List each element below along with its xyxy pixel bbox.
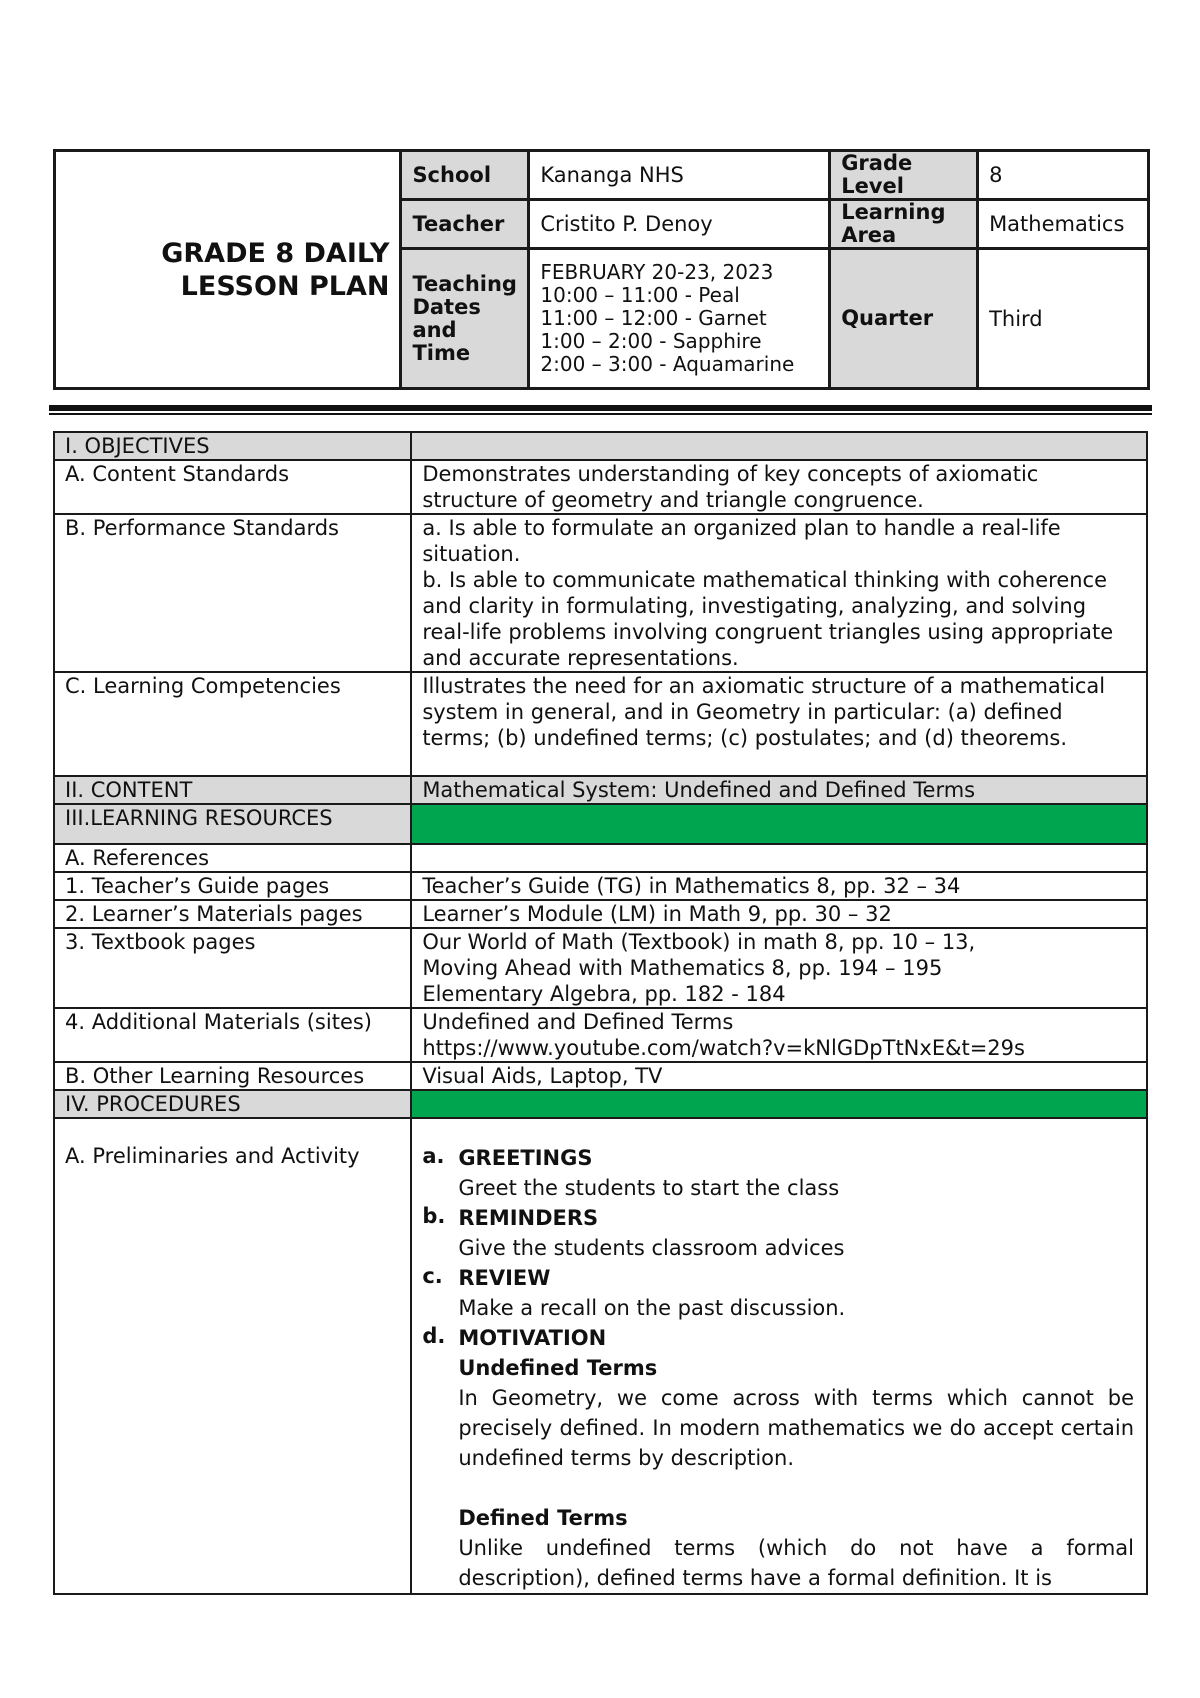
dates-line: 2:00 – 3:00 - Aquamarine bbox=[540, 352, 795, 376]
school-value: Kananga NHS bbox=[529, 151, 830, 200]
table-row bbox=[54, 672, 1147, 776]
teachers-guide-text: Teacher’s Guide (TG) in Mathematics 8, pp. 32 – 34 bbox=[411, 872, 1147, 900]
learning-area-label-text: Learning Area bbox=[841, 200, 946, 247]
performance-standard-b: b. Is able to communicate mathematical thinking with coherence and clarity in formulating, investigating, analyzing, and solving real-life problems involving congruent triangles using appropriate and accurate representations. bbox=[422, 568, 1114, 670]
textbook-label: 3. Textbook pages bbox=[54, 928, 411, 1008]
learning-competencies-text: Illustrates the need for an axiomatic structure of a mathematical system in general, and in Geometry in particular: (a) defined terms; (b) undefined terms; (c) postulates; and (d) theorems. bbox=[411, 672, 1147, 776]
content-standards-label: A. Content Standards bbox=[54, 460, 411, 514]
list-item bbox=[422, 1203, 1134, 1263]
textbook-line: Elementary Algebra, pp. 182 - 184 bbox=[422, 982, 786, 1006]
divider-thick bbox=[49, 405, 1152, 411]
divider-thin bbox=[49, 413, 1152, 415]
table-row bbox=[54, 1062, 1147, 1090]
table-row bbox=[54, 1118, 1147, 1594]
learning-competencies-label: C. Learning Competencies bbox=[54, 672, 411, 776]
teaching-dates-value bbox=[529, 249, 830, 389]
quarter-label: Quarter bbox=[830, 249, 978, 389]
content-standards-text: Demonstrates understanding of key concepts of axiomatic structure of geometry and triangle congruence. bbox=[411, 460, 1147, 514]
greetings-desc: Greet the students to start the class bbox=[458, 1176, 840, 1200]
table-row bbox=[54, 460, 1147, 514]
grade-level-label-text: Grade Level bbox=[841, 151, 913, 198]
defined-terms-text: Unlike undefined terms (which do not have a formal description), defined terms have a formal definition. It is bbox=[458, 1536, 1134, 1590]
greetings-heading: GREETINGS bbox=[458, 1146, 593, 1170]
list-letter: b. bbox=[422, 1204, 446, 1228]
grade-level-value: 8 bbox=[978, 151, 1149, 200]
references-empty bbox=[411, 844, 1147, 872]
table-row bbox=[54, 776, 1147, 804]
textbook-text bbox=[411, 928, 1147, 1008]
dates-line: FEBRUARY 20-23, 2023 bbox=[540, 260, 774, 284]
list-letter: c. bbox=[422, 1264, 443, 1288]
additional-materials-text bbox=[411, 1008, 1147, 1062]
table-row bbox=[54, 514, 1147, 672]
table-row bbox=[54, 432, 1147, 460]
school-label: School bbox=[401, 151, 529, 200]
reminders-heading: REMINDERS bbox=[458, 1206, 599, 1230]
grade-level-label bbox=[830, 151, 978, 200]
additional-materials-link[interactable]: https://www.youtube.com/watch?v=kNlGDpTtNxE&t=29s bbox=[422, 1036, 1025, 1060]
spacer bbox=[458, 1473, 1134, 1503]
textbook-line: Moving Ahead with Mathematics 8, pp. 194 – 195 bbox=[422, 956, 943, 980]
procedures-green-bar bbox=[411, 1090, 1147, 1118]
teaching-dates-label bbox=[401, 249, 529, 389]
learning-resources-green-bar bbox=[411, 804, 1147, 844]
dates-line: 10:00 – 11:00 - Peal bbox=[540, 283, 740, 307]
textbook-line: Our World of Math (Textbook) in math 8, pp. 10 – 13, bbox=[422, 930, 976, 954]
performance-standards-text bbox=[411, 514, 1147, 672]
additional-materials-label: 4. Additional Materials (sites) bbox=[54, 1008, 411, 1062]
list-item bbox=[422, 1323, 1134, 1593]
undefined-terms-text: In Geometry, we come across with terms which cannot be precisely defined. In modern mathematics we do accept certain undefined terms by description. bbox=[458, 1386, 1134, 1470]
review-desc: Make a recall on the past discussion. bbox=[458, 1296, 846, 1320]
list-item bbox=[422, 1143, 1134, 1203]
review-heading: REVIEW bbox=[458, 1266, 551, 1290]
objectives-heading-empty bbox=[411, 432, 1147, 460]
title-line-1: GRADE 8 DAILY bbox=[161, 237, 390, 269]
performance-standard-a: a. Is able to formulate an organized plan to handle a real-life situation. bbox=[422, 516, 1061, 566]
preliminaries-content bbox=[411, 1118, 1147, 1594]
title-line-2: LESSON PLAN bbox=[180, 270, 390, 302]
teacher-value: Cristito P. Denoy bbox=[529, 200, 830, 249]
teachers-guide-label: 1. Teacher’s Guide pages bbox=[54, 872, 411, 900]
performance-standards-label: B. Performance Standards bbox=[54, 514, 411, 672]
list-letter: a. bbox=[422, 1144, 445, 1168]
page-title bbox=[55, 151, 401, 389]
other-resources-label: B. Other Learning Resources bbox=[54, 1062, 411, 1090]
learners-materials-text: Learner’s Module (LM) in Math 9, pp. 30 – 32 bbox=[411, 900, 1147, 928]
procedure-list bbox=[422, 1143, 1134, 1593]
teaching-dates-label-text: Teaching Dates and Time bbox=[412, 271, 517, 365]
objectives-heading: I. OBJECTIVES bbox=[54, 432, 411, 460]
undefined-terms-heading: Undefined Terms bbox=[458, 1356, 658, 1380]
table-row bbox=[54, 844, 1147, 872]
reminders-desc: Give the students classroom advices bbox=[458, 1236, 845, 1260]
learning-area-label bbox=[830, 200, 978, 249]
other-resources-text: Visual Aids, Laptop, TV bbox=[411, 1062, 1147, 1090]
dates-line: 1:00 – 2:00 - Sapphire bbox=[540, 329, 762, 353]
header-table bbox=[53, 149, 1150, 390]
teacher-label: Teacher bbox=[401, 200, 529, 249]
list-item bbox=[422, 1263, 1134, 1323]
references-label: A. References bbox=[54, 844, 411, 872]
table-row bbox=[54, 804, 1147, 844]
learners-materials-label: 2. Learner’s Materials pages bbox=[54, 900, 411, 928]
table-row bbox=[54, 872, 1147, 900]
content-heading: II. CONTENT bbox=[54, 776, 411, 804]
table-row bbox=[54, 1008, 1147, 1062]
dates-line: 11:00 – 12:00 - Garnet bbox=[540, 306, 767, 330]
table-row bbox=[54, 1090, 1147, 1118]
lesson-plan-table bbox=[53, 431, 1148, 1595]
preliminaries-label: A. Preliminaries and Activity bbox=[54, 1118, 411, 1594]
table-row bbox=[54, 928, 1147, 1008]
learning-resources-heading: III.LEARNING RESOURCES bbox=[54, 804, 411, 844]
learning-area-value: Mathematics bbox=[978, 200, 1149, 249]
quarter-value: Third bbox=[978, 249, 1149, 389]
content-text: Mathematical System: Undefined and Defined Terms bbox=[411, 776, 1147, 804]
list-letter: d. bbox=[422, 1324, 446, 1348]
additional-materials-title: Undefined and Defined Terms bbox=[422, 1010, 734, 1034]
motivation-heading: MOTIVATION bbox=[458, 1326, 607, 1350]
defined-terms-heading: Defined Terms bbox=[458, 1506, 628, 1530]
procedures-heading: IV. PROCEDURES bbox=[54, 1090, 411, 1118]
table-row bbox=[54, 900, 1147, 928]
